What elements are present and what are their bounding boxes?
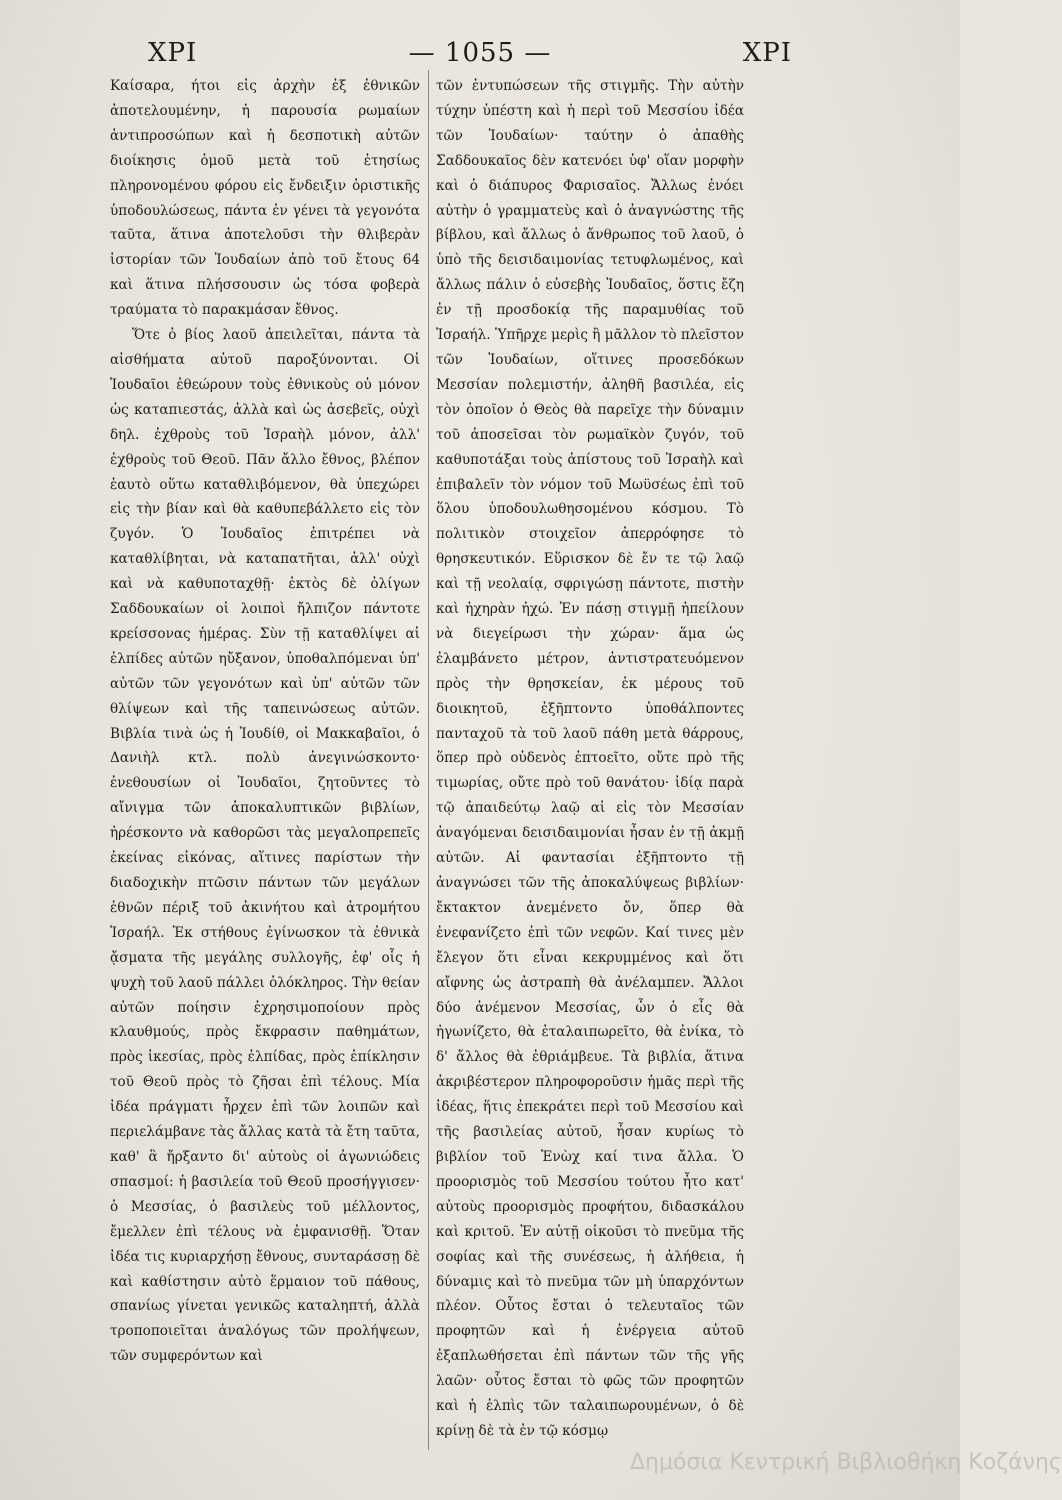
column-divider	[428, 70, 429, 1450]
right-column	[436, 74, 744, 1444]
paragraph: Ὅτε ὁ βίος λαοῦ ἀπειλεῖται, πάντα τὰ αἰσθήματα αὐτοῦ παροξύνονται. Οἱ Ἰουδαῖοι ἐθεώρουν τοὺς ἐθνικοὺς οὐ μόνον ὡς καταπιεστάς, ἀλλὰ καὶ ὡς ἀσεβεῖς, οὐχὶ δηλ. ἐχθροὺς τοῦ Ἰσραὴλ μόνον, ἀλλ' ἐχθροὺς τοῦ Θεοῦ. Πᾶν ἄλλο ἔθνος, βλέπον ἑαυτὸ οὕτω καταθλιβόμενον, θὰ ὑπεχώρει εἰς τὴν βίαν καὶ θὰ καθυπεβάλλετο εἰς τὸν ζυγόν. Ὁ Ἰουδαῖος ἐπιτρέπει νὰ καταθλίβηται, νὰ καταπατῆται, ἀλλ' οὐχὶ καὶ νὰ καθυποταχθῇ· ἐκτὸς δὲ ὀλίγων Σαδδουκαίων οἱ λοιποὶ ἤλπιζον πάντοτε κρείσσονας ἡμέρας. Σὺν τῇ καταθλίψει αἱ ἐλπίδες αὐτῶν ηὔξανον, ὑποθαλπόμεναι ὑπ' αὐτῶν τῶν γεγονότων καὶ ὑπ' αὐτῶν τῶν θλίψεων καὶ τῆς ταπεινώσεως αὐτῶν. Βιβλία τινὰ ὡς ἡ Ἰουδίθ, οἱ Μακκαβαῖοι, ὁ Δανιὴλ κτλ. πολὺ ἀνεγινώσκοντο· ἐνεθουσίων οἱ Ἰουδαῖοι, ζητοῦντες τὸ αἴνιγμα τῶν ἀποκαλυπτικῶν βιβλίων, ἠρέσκοντο νὰ καθορῶσι τὰς μεγαλοπρεπεῖς ἐκείνας εἰκόνας, αἵτινες παρίστων τὴν διαδοχικὴν πτῶσιν πάντων τῶν μεγάλων ἐθνῶν πέριξ τοῦ ἀκινήτου καὶ ἀτρομήτου Ἰσραήλ. Ἐκ στήθους ἐγίνωσκον τὰ ἐθνικὰ ᾄσματα τῆς μεγάλης συλλογῆς, ἐφ' οἷς ἡ ψυχὴ τοῦ λαοῦ πάλλει ὁλόκληρος. Τὴν θείαν αὐτῶν ποίησιν ἐχρησιμοποίουν πρὸς κλαυθμούς, πρὸς ἔκφρασιν παθημάτων, πρὸς ἱκεσίας, πρὸς ἐλπίδας, πρὸς ἐπίκλησιν τοῦ Θεοῦ πρὸς τὸ ζῆσαι ἐπὶ τέλους. Μία ἰδέα πράγματι ἦρχεν ἐπὶ τῶν λοιπῶν καὶ περιελάμβανε τὰς ἄλλας κατὰ τὰ ἔτη ταῦτα, καθ' ἃ ἤρξαντο δι' αὐτοὺς οἱ ἀγωνιώδεις σπασμοί: ἡ βασιλεία τοῦ Θεοῦ προσήγγισεν· ὁ Μεσσίας, ὁ βασιλεὺς τοῦ μέλλοντος, ἔμελλεν ἐπὶ τέλους νὰ ἐμφανισθῇ. Ὅταν ἰδέα τις κυριαρχήσῃ ἔθνους, συνταράσσῃ δὲ καὶ καθίστησιν αὐτὸ ἕρμαιον τοῦ πάθους, σπανίως γίνεται γενικῶς καταληπτή, ἀλλὰ τροποποιεῖται ἀναλόγως τῶν προλήψεων, τῶν συμφερόντων καὶ	[110, 327, 420, 1365]
page-number: — 1055 —	[408, 38, 552, 68]
header-right: ΧΡΙ	[742, 38, 792, 68]
library-watermark: Δημόσια Κεντρική Βιβλιοθήκη Κοζάνης	[630, 1450, 1062, 1475]
header-left: ΧΡΙ	[148, 38, 198, 68]
left-column	[110, 74, 420, 1369]
paragraph: τῶν ἐντυπώσεων τῆς στιγμῆς. Τὴν αὐτὴν τύχην ὑπέστη καὶ ἡ περὶ τοῦ Μεσσίου ἰδέα τῶν Ἰουδαίων· ταύτην ὁ ἀπαθὴς Σαδδουκαῖος δὲν κατενόει ὑφ' οἵαν μορφὴν καὶ ὁ διάπυρος Φαρισαῖος. Ἄλλως ἐνόει αὐτὴν ὁ γραμματεὺς καὶ ὁ ἀναγνώστης τῆς βίβλου, καὶ ἄλλως ὁ ἄνθρωπος τοῦ λαοῦ, ὁ ὑπὸ τῆς δεισιδαιμονίας τετυφλωμένος, καὶ ἄλλως πάλιν ὁ εὐσεβὴς Ἰουδαῖος, ὅστις ἔζη ἐν τῇ προσδοκίᾳ τῆς παραμυθίας τοῦ Ἰσραήλ. Ὑπῆρχε μερὶς ἢ μᾶλλον τὸ πλεῖστον τῶν Ἰουδαίων, οἵτινες προσεδόκων Μεσσίαν πολεμιστήν, ἀληθῆ βασιλέα, εἰς τὸν ὁποῖον ὁ Θεὸς θὰ παρεῖχε τὴν δύναμιν τοῦ ἀποσεῖσαι τὸν ρωμαϊκὸν ζυγόν, τοῦ καθυποτάξαι τοὺς ἀπίστους τοῦ Ἰσραὴλ καὶ ἐπιβαλεῖν τὸν νόμον τοῦ Μωϋσέως ἐπὶ τοῦ ὅλου ὑποδουλωθησομένου κόσμου. Τὸ πολιτικὸν στοιχεῖον ἀπερρόφησε τὸ θρησκευτικόν. Εὕρισκον δὲ ἔν τε τῷ λαῷ καὶ τῇ νεολαίᾳ, σφριγώσῃ πάντοτε, πιστὴν καὶ ἠχηρὰν ἠχώ. Ἐν πάσῃ στιγμῇ ἠπείλουν νὰ διεγείρωσι τὴν χώραν· ἅμα ὡς ἐλαμβάνετο μέτρον, ἀντιστρατευόμενον πρὸς τὴν θρησκείαν, ἐκ μέρους τοῦ διοικητοῦ, ἐξῆπτοντο ὑποθάλποντες πανταχοῦ τὰ τοῦ λαοῦ πάθη μετὰ θάρρους, ὅπερ πρὸ οὐδενὸς ἐπτοεῖτο, οὔτε πρὸ τῆς τιμωρίας, οὔτε πρὸ τοῦ θανάτου· ἰδίᾳ παρὰ τῷ ἀπαιδεύτῳ λαῷ αἱ εἰς τὸν Μεσσίαν ἀναγόμεναι δεισιδαιμονίαι ἦσαν ἐν τῇ ἀκμῇ αὐτῶν. Αἱ φαντασίαι ἐξῆπτοντο τῇ ἀναγνώσει τῶν τῆς ἀποκαλύψεως βιβλίων· ἔκτακτον ἀνεμένετο ὄν, ὅπερ θὰ ἐνεφανίζετο ἐπὶ τῶν νεφῶν. Καί τινες μὲν ἔλεγον ὅτι εἶναι κεκρυμμένος καὶ ὅτι αἴφνης ὡς ἀστραπὴ θὰ ἀνέλαμπεν. Ἄλλοι δύο ἀνέμενον Μεσσίας, ὧν ὁ εἷς θὰ ἠγωνίζετο, θὰ ἐταλαιπωρεῖτο, θὰ ἐνίκα, τὸ δ' ἄλλος θὰ ἐθριάμβευε. Τὰ βιβλία, ἅτινα ἀκριβέστερον πληροφοροῦσιν ἡμᾶς περὶ τῆς ἰδέας, ἥτις ἐπεκράτει περὶ τοῦ Μεσσίου καὶ τῆς βασιλείας αὐτοῦ, ἦσαν κυρίως τὸ βιβλίον τοῦ Ἐνὼχ καί τινα ἄλλα. Ὁ προορισμὸς τοῦ Μεσσίου τούτου ἦτο κατ' αὐτοὺς προορισμὸς προφήτου, διδασκάλου καὶ κριτοῦ. Ἐν αὐτῇ οἰκοῦσι τὸ πνεῦμα τῆς σοφίας καὶ τῆς συνέσεως, ἡ ἀλήθεια, ἡ δύναμις καὶ τὸ πνεῦμα τῶν μὴ ὑπαρχόντων πλέον. Οὗτος ἔσται ὁ τελευταῖος τῶν προφητῶν καὶ ἡ ἐνέργεια αὐτοῦ ἐξαπλωθήσεται ἐπὶ πάντων τῶν τῆς γῆς λαῶν· οὗτος ἔσται τὸ φῶς τῶν προφητῶν καὶ ἡ ἐλπὶς τῶν ταλαιπωρουμένων, ὁ δὲ κρίνῃ δὲ τὰ ἐν τῷ κόσμῳ	[436, 78, 744, 1439]
paragraph: Καίσαρα, ήτοι εἰς ἀρχὴν ἐξ ἐθνικῶν ἀποτελουμένην, ἡ παρουσία ρωμαίων ἀντιπροσώπων καὶ ἡ δεσποτικὴ αὐτῶν διοίκησις ὁμοῦ μετὰ τοῦ ἐτησίως πληρονομένου φόρου εἰς ἔνδειξιν ὁριστικῆς ὑποδουλώσεως, πάντα ἐν γένει τὰ γεγονότα ταῦτα, ἅτινα ἀποτελοῦσι τὴν θλιβερὰν ἱστορίαν τῶν Ἰουδαίων ἀπὸ τοῦ ἔτους 64 καὶ ἅτινα πλήσσουσιν ὡς τόσα φοβερὰ τραύματα τὸ παρακμάσαν ἔθνος.	[110, 78, 420, 319]
